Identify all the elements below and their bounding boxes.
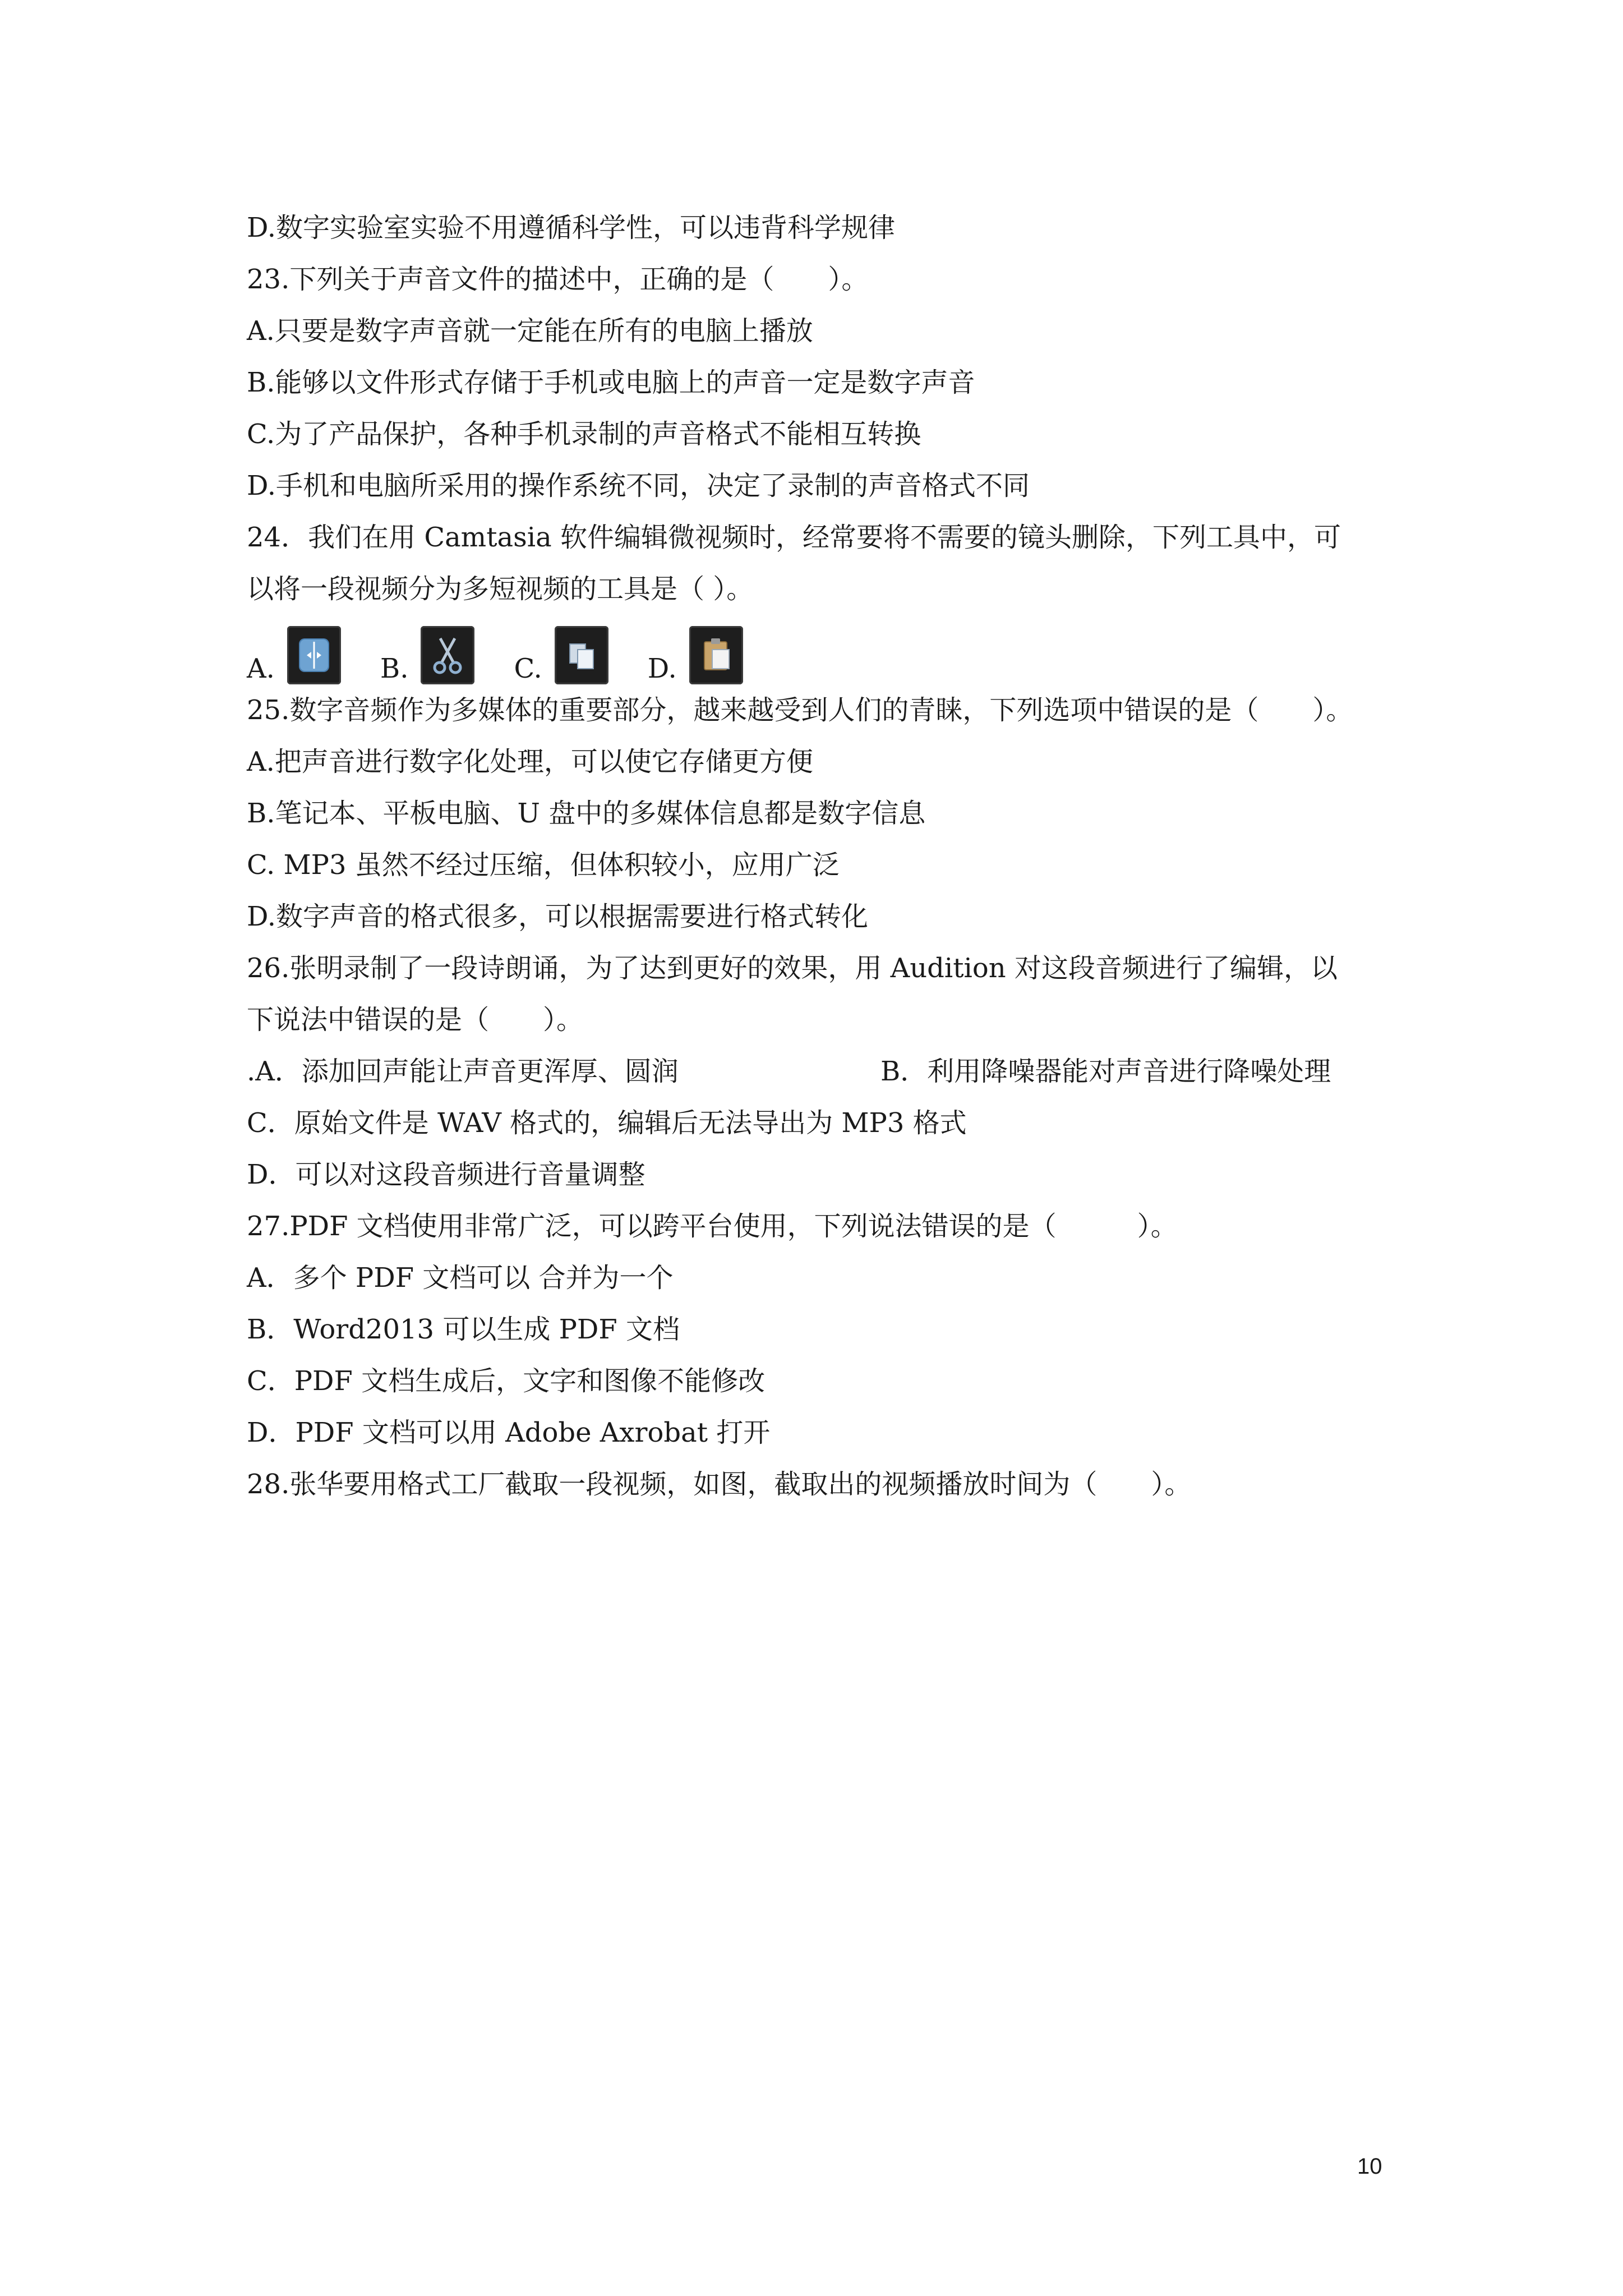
text-line: 28.张华要用格式工厂截取一段视频，如图，截取出的视频播放时间为（ ）。	[247, 1469, 1192, 1500]
text-line: 23.下列关于声音文件的描述中，正确的是（ ）。	[247, 264, 869, 295]
text-line: C. MP3 虽然不经过压缩，但体积较小，应用广泛	[247, 849, 840, 881]
page-number: 10	[1357, 2154, 1382, 2179]
text-line: C.为了产品保护，各种手机录制的声音格式不能相互转换	[247, 418, 921, 450]
question-text-block-middle	[247, 684, 1396, 1046]
text-line: B.能够以文件形式存储于手机或电脑上的声音一定是数字声音	[247, 367, 975, 398]
text-line: C．PDF 文档生成后，文字和图像不能修改	[247, 1365, 766, 1397]
text-line: D.数字声音的格式很多，可以根据需要进行格式转化	[247, 901, 869, 932]
text-line: A.只要是数字声音就一定能在所有的电脑上播放	[247, 315, 813, 347]
option-label: D.	[647, 653, 677, 684]
option-a	[247, 626, 341, 684]
scissors-icon	[421, 626, 474, 684]
text-line: D．PDF 文档可以用 Adobe Axrobat 打开	[247, 1417, 771, 1448]
split-icon	[287, 626, 341, 684]
text-line: B.笔记本、平板电脑、U 盘中的多媒体信息都是数字信息	[247, 798, 926, 829]
q24-icon-options	[247, 615, 1396, 684]
option-label: B.	[380, 653, 409, 684]
option-a-text: .A．添加回声能让声音更浑厚、圆润	[247, 1056, 679, 1087]
text-line: D．可以对这段音频进行音量调整	[247, 1159, 645, 1190]
text-line: D.数字实验室实验不用遵循科学性，可以违背科学规律	[247, 212, 896, 243]
text-line: B．Word2013 可以生成 PDF 文档	[247, 1314, 680, 1345]
text-line: 26.张明录制了一段诗朗诵，为了达到更好的效果，用 Audition 对这段音频进行了编辑，以	[247, 953, 1338, 984]
text-line: 24．我们在用 Camtasia 软件编辑微视频时，经常要将不需要的镜头删除，下列工具中，可	[247, 522, 1341, 553]
text-line: 以将一段视频分为多短视频的工具是（ ）。	[247, 573, 754, 605]
option-b	[380, 626, 475, 684]
text-line: 下说法中错误的是（ ）。	[247, 1004, 584, 1036]
option-label: C.	[514, 653, 542, 684]
question-text-block-bottom	[247, 1097, 1396, 1510]
option-b-text: B．利用降噪器能对声音进行降噪处理	[880, 1056, 1331, 1087]
text-line: 27.PDF 文档使用非常广泛，可以跨平台使用，下列说法错误的是（ ）。	[247, 1211, 1178, 1242]
option-label: A.	[247, 653, 275, 684]
text-line: A.把声音进行数字化处理，可以使它存储更方便	[247, 746, 813, 777]
option-c	[514, 626, 608, 684]
paste-icon	[689, 626, 743, 684]
question-text-block-top	[247, 202, 1396, 615]
text-line: D.手机和电脑所采用的操作系统不同，决定了录制的声音格式不同	[247, 470, 1030, 501]
text-line: C．原始文件是 WAV 格式的，编辑后无法导出为 MP3 格式	[247, 1107, 967, 1139]
text-line: A．多个 PDF 文档可以 合并为一个	[247, 1262, 674, 1294]
option-d	[648, 626, 743, 684]
q26-options-row	[247, 1046, 1396, 1097]
document-body	[247, 202, 1396, 1510]
copy-icon	[555, 626, 608, 684]
text-line: 25.数字音频作为多媒体的重要部分，越来越受到人们的青睐，下列选项中错误的是（ ）。	[247, 694, 1353, 726]
